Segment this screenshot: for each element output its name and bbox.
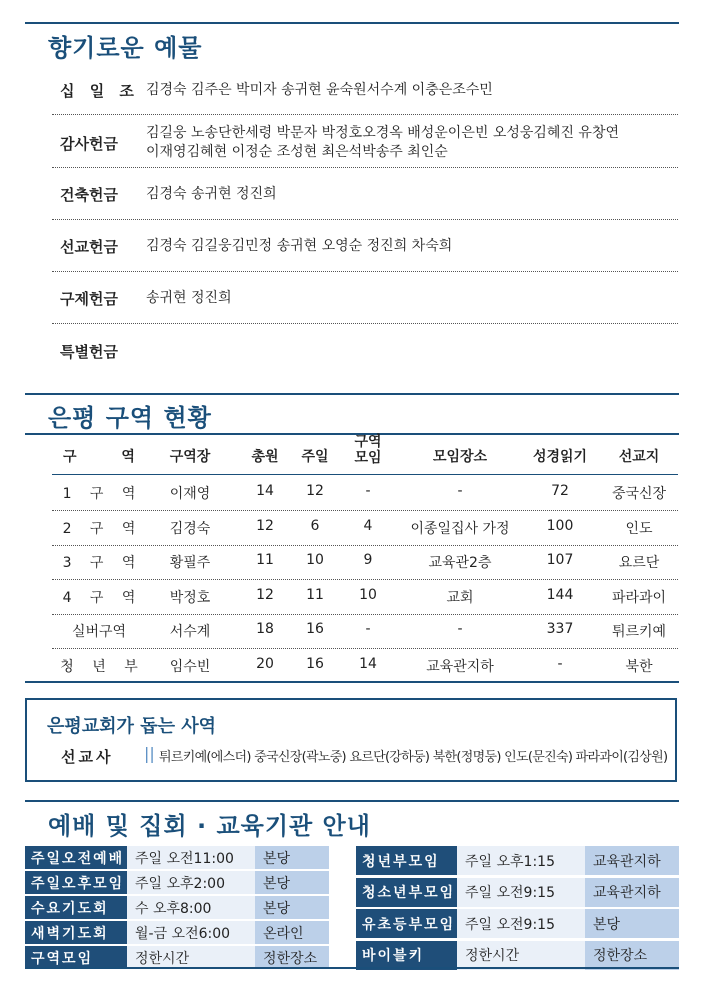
- service-place: 본당: [585, 909, 679, 938]
- service-time: 주일 오전11:00: [127, 846, 255, 869]
- service-name: 바이블키: [356, 941, 457, 970]
- offering-label-tithe: 십 일 조: [60, 82, 139, 100]
- col-leader: 구역장: [169, 449, 211, 465]
- cell-sunday: 10: [306, 552, 324, 568]
- service-place: 교육관지하: [585, 878, 679, 907]
- row-divider: [52, 579, 678, 580]
- service-place: 정한장소: [585, 941, 679, 970]
- row-divider: [52, 510, 678, 511]
- cell-place: 이종일집사 가정: [410, 520, 510, 537]
- service-name: 청년부모임: [356, 846, 457, 875]
- service-time: 월-금 오전6:00: [127, 921, 255, 944]
- offering-names-building: 김경숙 송귀현 정진희: [146, 186, 277, 202]
- cell-district: 3 구 역: [62, 555, 136, 571]
- service-place: 본당: [255, 846, 329, 869]
- row-divider: [52, 648, 678, 649]
- col-place: 모임장소: [432, 449, 488, 465]
- cell-sunday: 12: [306, 483, 324, 499]
- offering-divider: [52, 219, 678, 220]
- cell-mission: 튀르키예: [611, 624, 667, 640]
- offering-divider: [52, 271, 678, 272]
- services-bottom-divider: [25, 967, 679, 969]
- service-time: 정한시간: [127, 946, 255, 969]
- service-place: 본당: [255, 871, 329, 894]
- service-time: 수 오후8:00: [127, 896, 255, 919]
- cell-mission: 요르단: [618, 555, 660, 571]
- service-name: 주일오후모임: [25, 871, 127, 894]
- cell-district: 청 년 부: [60, 658, 138, 675]
- service-time: 주일 오후2:00: [127, 871, 255, 894]
- cell-mission: 인도: [625, 520, 653, 537]
- row-divider: [52, 545, 678, 546]
- cell-sunday: 16: [306, 621, 324, 637]
- offering-label-mission: 선교헌금: [60, 238, 118, 256]
- district-bottom-divider: [25, 681, 679, 683]
- cell-leader: 이재영: [169, 486, 211, 502]
- missions-label: 선교사: [61, 748, 114, 766]
- col-mission: 선교지: [618, 449, 660, 465]
- cell-meeting: 9: [363, 552, 373, 568]
- offering-label-thanks: 감사헌금: [60, 135, 118, 153]
- cell-place: 교회: [446, 589, 474, 606]
- offering-divider: [52, 167, 678, 168]
- offering-label-relief: 구제헌금: [60, 290, 118, 308]
- cell-leader: 황필주: [169, 555, 211, 571]
- offering-names-relief: 송귀현 정진희: [146, 290, 232, 306]
- cell-place: -: [457, 483, 463, 499]
- cell-mission: 북한: [625, 658, 653, 675]
- cell-reading: -: [557, 655, 563, 672]
- service-name: 수요기도회: [25, 896, 127, 919]
- col-sunday: 주일: [301, 449, 329, 465]
- cell-district: 4 구 역: [62, 589, 136, 606]
- cell-district: 1 구 역: [62, 486, 136, 502]
- cell-total: 20: [256, 655, 274, 672]
- offering-label-building: 건축헌금: [60, 186, 118, 204]
- cell-leader: 박정호: [169, 589, 211, 606]
- cell-reading: 337: [546, 621, 574, 637]
- service-name: 청소년부모임: [356, 878, 457, 907]
- col-meeting-line1: 구역: [354, 434, 382, 450]
- cell-total: 11: [256, 552, 274, 568]
- cell-reading: 107: [546, 552, 574, 568]
- cell-sunday: 16: [306, 655, 324, 672]
- offering-divider: [52, 114, 678, 115]
- cell-district: 2 구 역: [62, 520, 136, 537]
- service-time: 정한시간: [457, 941, 585, 970]
- services-top-divider: [25, 800, 679, 802]
- missions-list: 튀르키예(에스더) 중국신장(곽노중) 요르단(강하둥) 북한(정명둥) 인도(문진숙) 파라과이(김상원): [159, 750, 668, 765]
- district-top-divider: [25, 393, 679, 395]
- cell-total: 12: [256, 586, 274, 603]
- service-place: 교육관지하: [585, 846, 679, 875]
- service-name: 유초등부모임: [356, 909, 457, 938]
- top-divider: [25, 22, 679, 24]
- cell-total: 18: [256, 621, 274, 637]
- cell-total: 12: [256, 517, 274, 534]
- cell-meeting: 10: [359, 586, 377, 603]
- service-name: 구역모임: [25, 946, 127, 969]
- offering-names-mission: 김경숙 김길웅김민정 송귀현 오영순 정진희 차숙희: [146, 238, 453, 254]
- service-name: 새벽기도회: [25, 921, 127, 944]
- offering-label-special: 특별헌금: [60, 343, 118, 361]
- service-time: 주일 오후1:15: [457, 846, 585, 875]
- districts-title: 은평 구역 현황: [48, 404, 212, 432]
- cell-place: 교육관2층: [428, 555, 492, 571]
- cell-place: -: [457, 621, 463, 637]
- offering-divider: [52, 323, 678, 324]
- cell-leader: 김경숙: [169, 520, 211, 537]
- service-time: 주일 오전9:15: [457, 878, 585, 907]
- service-place: 정한장소: [255, 946, 329, 969]
- cell-reading: 144: [546, 586, 574, 603]
- cell-meeting: 4: [363, 517, 373, 534]
- service-name: 주일오전예배: [25, 846, 127, 869]
- col-meeting-line2: 모임: [354, 450, 382, 466]
- cell-place: 교육관지하: [426, 658, 494, 675]
- col-total: 총원: [251, 449, 279, 465]
- missions-separator: ||: [144, 744, 155, 763]
- cell-meeting: 14: [359, 655, 377, 672]
- cell-total: 14: [256, 483, 274, 499]
- col-meeting: [345, 434, 391, 466]
- cell-meeting: -: [365, 483, 371, 499]
- cell-meeting: -: [365, 621, 371, 637]
- cell-mission: 중국신장: [611, 486, 667, 502]
- service-place: 본당: [255, 896, 329, 919]
- offering-names-thanks: 김길웅 노송단한세령 박문자 박정호오경옥 배성운이은빈 오성웅김혜진 유창연: [146, 125, 619, 141]
- cell-leader: 임수빈: [169, 658, 211, 675]
- col-district: 구 역: [63, 449, 135, 465]
- cell-mission: 파라과이: [611, 589, 667, 606]
- table-header-rule: [52, 474, 678, 475]
- service-place: 온라인: [255, 921, 329, 944]
- offering-names-thanks-2: 이재영김혜현 이정순 조성현 최은석박송주 최인순: [146, 144, 448, 160]
- services-title: 예배 및 집회 · 교육기관 안내: [48, 812, 371, 840]
- row-divider: [52, 614, 678, 615]
- offerings-title: 향기로운 예물: [48, 34, 203, 62]
- cell-leader: 서수계: [169, 624, 211, 640]
- cell-sunday: 6: [310, 517, 320, 534]
- offering-names-tithe: 김경숙 김주은 박미자 송귀현 윤숙원서수계 이충은조수민: [146, 82, 493, 98]
- cell-district: 실버구역: [71, 624, 127, 640]
- cell-reading: 100: [546, 517, 574, 534]
- service-time: 주일 오전9:15: [457, 909, 585, 938]
- col-reading: 성경읽기: [532, 449, 588, 465]
- missions-title: 은평교회가 돕는 사역: [47, 716, 217, 737]
- cell-sunday: 11: [306, 586, 324, 603]
- missions-box: [25, 698, 677, 782]
- cell-reading: 72: [551, 483, 569, 499]
